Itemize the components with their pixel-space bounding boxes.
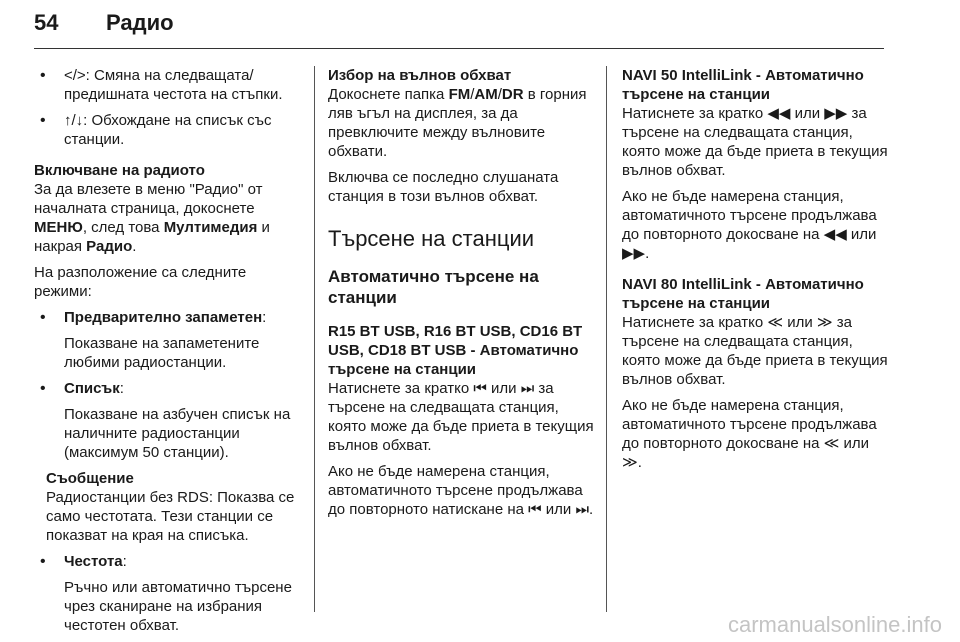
column-3 <box>622 66 892 479</box>
heading-auto-search: Автоматично търсене на станции <box>328 267 539 307</box>
note-heading: Съобщение <box>46 470 134 487</box>
heading-radio-on: Включване на радиото <box>34 162 205 179</box>
paragraph-navi50-search-1: Натиснете за кратко ◀◀ или ▶▶ за търсене на следващата станция, която може да бъде приета в текущия вълнов обхват. <box>622 105 888 179</box>
paragraph-band-select: Докоснете папка FM/AM/DR в горния ляв ъгъл на дисплея, за да превключите между вълновите обхвати. <box>328 86 587 160</box>
paragraph-navi50-search-2: Ако не бъде намерена станция, автоматичното търсене продължава до повторното докосване на ◀◀ или ▶▶. <box>622 188 877 262</box>
paragraph-radio-on: За да влезете в меню "Радио" от началната страница, докоснете МЕНЮ, след това Мултимедия и накрая Радио. <box>34 181 270 255</box>
paragraph-navi80-search-2: Ако не бъде намерена станция, автоматичното търсене продължава до повторното докосване на ≪ или ≫. <box>622 397 877 471</box>
paragraph-modes-intro: На разположение са следните режими: <box>34 264 247 300</box>
mode-list-desc: Показване на азбучен списък на наличните радиостанции (максимум 50 станции). <box>64 406 291 461</box>
mode-frequency-desc: Ръчно или автоматично търсене чрез сканиране на избрания честотен обхват. <box>64 579 292 634</box>
fm-term: FM <box>448 86 471 103</box>
page-title: Радио <box>106 10 174 35</box>
heading-navi50-auto-search: NAVI 50 IntelliLink - Автоматично търсене на станции <box>622 67 864 103</box>
paragraph-navi80-search-1: Натиснете за кратко ≪ или ≫ за търсене на следващата станция, която може да бъде приета в текущия вълнов обхват. <box>622 314 888 388</box>
column-divider-2 <box>606 66 607 612</box>
heading-navi80-auto-search: NAVI 80 IntelliLink - Автоматично търсене на станции <box>622 276 864 312</box>
column-divider-1 <box>314 66 315 612</box>
multimedia-term: Мултимедия <box>163 219 258 236</box>
dr-term: DR <box>501 86 524 103</box>
watermark: carmanualsonline.info <box>727 612 942 637</box>
column-2 <box>328 66 596 526</box>
bullet-mode-presets: • Предварително запаметен: <box>34 308 304 327</box>
mode-presets-desc: Показване на запаметените любими радиостанции. <box>64 335 260 371</box>
heading-station-search: Търсене на станции <box>328 226 535 251</box>
page-number: 54 <box>34 10 59 35</box>
note-block <box>34 469 304 545</box>
bullet-mode-frequency: • Честота: <box>34 552 304 571</box>
bullet-station-list-scroll: • ↑/↓: Обхождане на списък със станции. <box>34 111 304 149</box>
radio-term: Радио <box>86 238 133 255</box>
paragraph-last-station: Включва се последно слушаната станция в този вълнов обхват. <box>328 169 559 205</box>
am-term: AM <box>474 86 498 103</box>
heading-models-auto-search: R15 BT USB, R16 BT USB, CD16 BT USB, CD18 BT USB - Автоматично търсене на станции <box>328 323 583 378</box>
page-header <box>34 10 924 46</box>
paragraph-models-search-2: Ако не бъде намерена станция, автоматичното търсене продължава до повторното натискане на ⏮ или ⏭. <box>328 463 594 518</box>
heading-band-select: Избор на вълнов обхват <box>328 67 512 84</box>
column-1 <box>34 66 304 642</box>
bullet-mode-list: • Списък: <box>34 379 304 398</box>
paragraph-models-search-1: Натиснете за кратко ⏮ или ⏭ за търсене на следващата станция, която може да бъде приета в текущия вълнов обхват. <box>328 380 594 454</box>
note-text: Радиостанции без RDS: Показва се само честотата. Тези станции се показват на края на списъка. <box>46 489 295 544</box>
bullet-frequency-step: • </>: Смяна на следващата/предишната честота на стъпки. <box>34 66 304 104</box>
header-rule <box>34 48 884 49</box>
menu-term: МЕНЮ <box>34 219 83 236</box>
